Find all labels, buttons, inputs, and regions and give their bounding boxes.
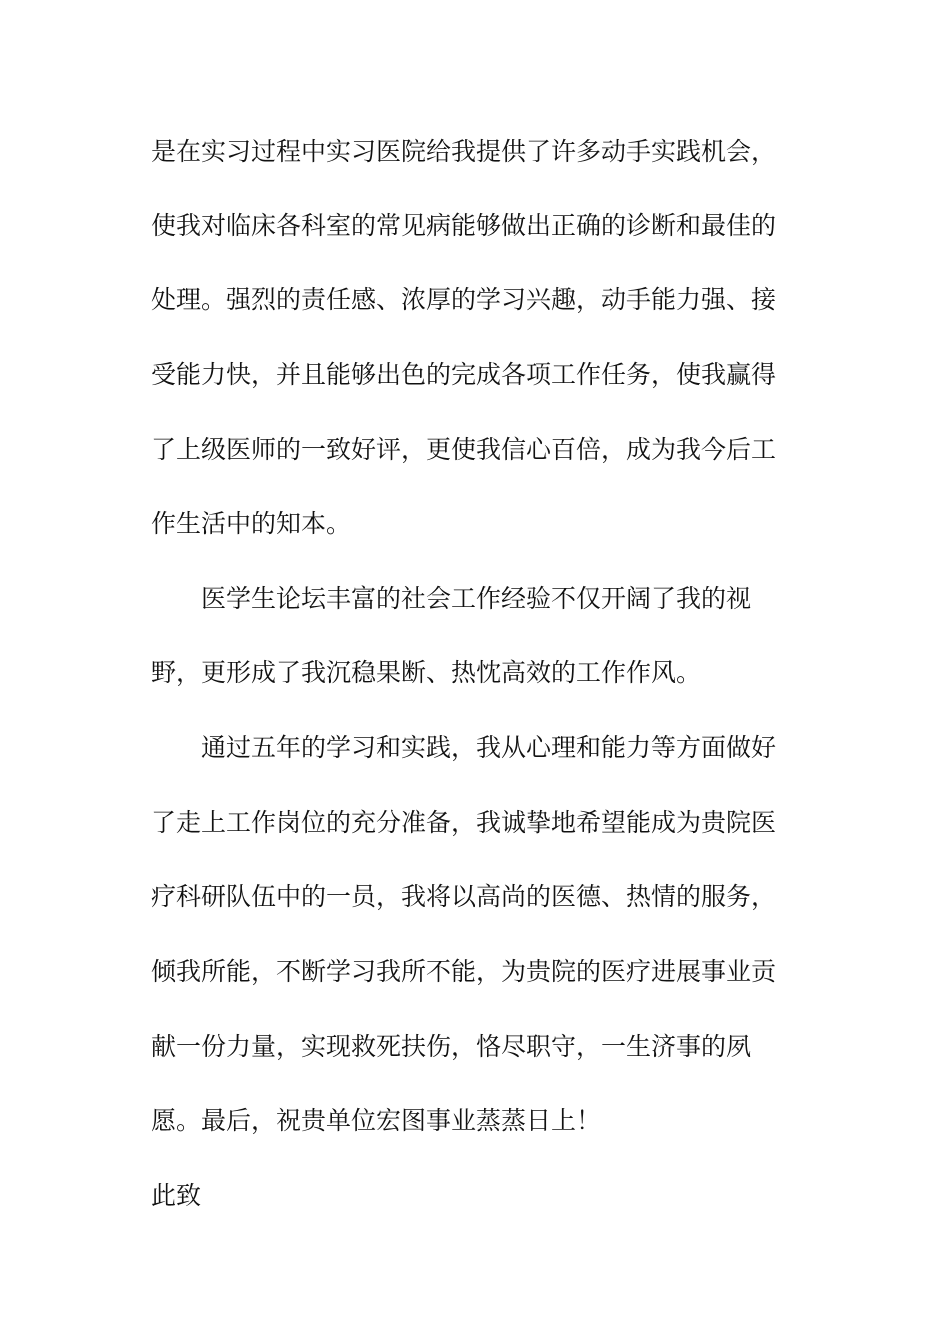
- paragraph-3-line-6: 愿。最后，祝贵单位宏图事业蒸蒸日上！: [151, 1106, 602, 1135]
- paragraph-3-line-3: 疗科研队伍中的一员，我将以高尚的医德、热情的服务，: [151, 882, 777, 911]
- paragraph-1-line-1: 是在实习过程中实习医院给我提供了许多动手实践机会，: [151, 137, 777, 166]
- paragraph-3-line-1: 通过五年的学习和实践，我从心理和能力等方面做好: [201, 733, 777, 762]
- paragraph-3-line-2: 了走上工作岗位的充分准备，我诚挚地希望能成为贵院医: [151, 808, 777, 837]
- paragraph-1-line-3: 处理。强烈的责任感、浓厚的学习兴趣，动手能力强、接: [151, 285, 777, 314]
- paragraph-2-line-1: 医学生论坛丰富的社会工作经验不仅开阔了我的视: [201, 584, 752, 613]
- paragraph-1-line-6: 作生活中的知本。: [151, 509, 352, 538]
- paragraph-1-line-4: 受能力快，并且能够出色的完成各项工作任务，使我赢得: [151, 360, 777, 389]
- closing-salutation: 此致: [151, 1181, 202, 1210]
- paragraph-3-line-5: 献一份力量，实现救死扶伤，恪尽职守，一生济事的夙: [151, 1032, 752, 1061]
- paragraph-3-line-4: 倾我所能，不断学习我所不能，为贵院的医疗进展事业贡: [151, 957, 777, 986]
- paragraph-2-line-2: 野，更形成了我沉稳果断、热忱高效的工作作风。: [151, 658, 702, 687]
- paragraph-1-line-2: 使我对临床各科室的常见病能够做出正确的诊断和最佳的: [151, 211, 777, 240]
- paragraph-1-line-5: 了上级医师的一致好评，更使我信心百倍，成为我今后工: [151, 435, 777, 464]
